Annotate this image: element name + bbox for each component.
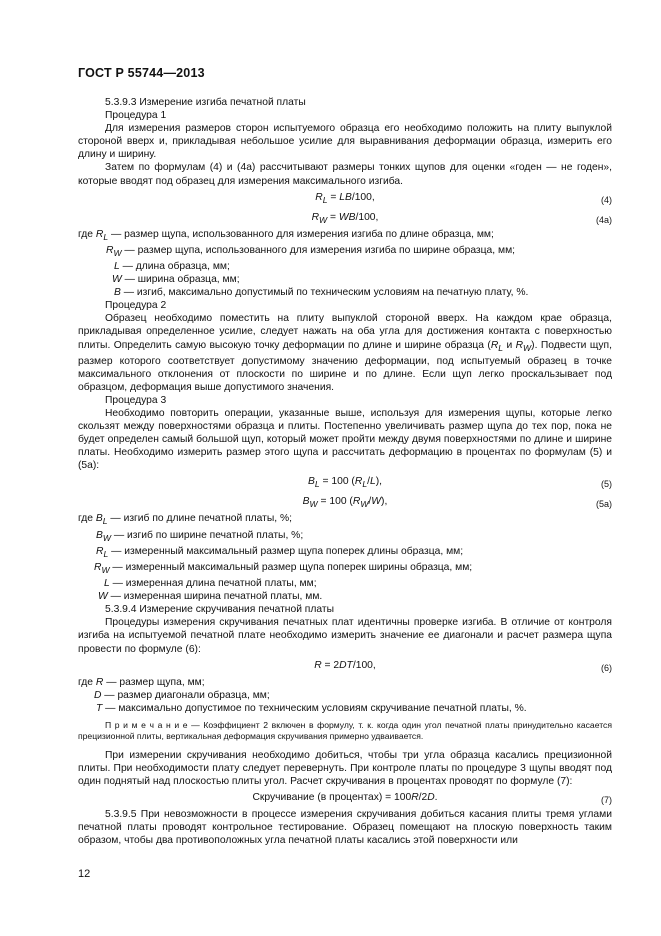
def-text: — размер диагонали образца, мм; [101, 689, 270, 701]
def-symbol: R [95, 228, 104, 240]
procedure-3-label: Процедура 3 [105, 394, 167, 406]
definition-row [78, 244, 612, 260]
definition-row [78, 561, 612, 577]
def-text: — ширина образца, мм; [121, 274, 240, 286]
formula-5-text: $B_L = 100$ $(R_L/L)$, [308, 476, 382, 490]
definition-row [78, 590, 612, 603]
def-symbol: R [95, 676, 104, 688]
definitions-list-3 [78, 676, 612, 715]
procedure-1-paragraph-2: Затем по формулам (4) и (4а) рассчитывают размеры тонких щупов для оценки «годен — не годен», которые вводят под образец для измерения максимального изгиба. [78, 162, 612, 187]
twist-paragraph: Процедуры измерения скручивания печатных плат идентичны проверке изгиба. В отличие от контроля изгиба на испытуемой печатной плате необходимо измерить значение ее диагонали и расчет размера щупа провести по формуле (6): [78, 617, 612, 655]
def-symbol: B [95, 513, 103, 525]
procedure-2-label: Процедура 2 [105, 300, 167, 312]
definition-row [78, 577, 612, 590]
formula-5-number: (5) [601, 479, 612, 490]
def-text: — измеренная длина печатной платы, мм; [109, 578, 317, 590]
where-word: где [78, 513, 94, 525]
formula-4 [78, 188, 612, 208]
def-text: — измеренный максимальный размер щупа поперек ширины образца, мм; [109, 561, 473, 573]
formula-7-number: (7) [601, 794, 612, 805]
formula-4a-number: (4а) [595, 214, 612, 225]
def-text: — размер щупа, использованного для измерения изгиба по длине образца, мм; [108, 228, 494, 240]
page-number: 12 [78, 868, 91, 880]
def-text: — измеренная ширина печатной платы, мм. [107, 591, 323, 603]
definitions-list-2 [78, 512, 612, 603]
def-symbol: W [98, 591, 108, 603]
page-content [78, 96, 612, 847]
procedure-1-label: Процедура 1 [105, 110, 167, 122]
def-subscript: L [102, 516, 108, 527]
formula-7-text: Скручивание (в процентах) = 100R/2D. [252, 791, 438, 803]
procedure-3-paragraph: Необходимо повторить операции, указанные выше, используя для измерения щупы, которые легко скользят между поверхностями образца и плиты. Постепенно увеличивать размер щупа до тех пор, пока не будет определен самый большой щуп, который может пройти между двумя поверхностями по длине и ширине платы. Необходимо измерить размер этого щупа и рассчитать деформацию в процентах по формулам (5) и (5а): [78, 408, 612, 472]
definition-row [78, 260, 612, 273]
procedure-2-paragraph: Образец необходимо поместить на плиту выпуклой стороной вверх. На каждом крае образца, прикладывая определенное усилие, следует нажать на оба угла для достижения контакта с поверхностью плиты. Определить самую высокую точку деформации по длине и ширине образца ($R_L$ и $R_W$). Подвести щуп, размер которого соответствует допустимому значению деформации, под испытуемый образец в точке максимального отклонения от плоскости по ширине и по длине. Если щуп легко проскальзывает под образцом, деформация выше допустимого значения. [78, 313, 612, 393]
formula-5a-text: $B_W = 100$ $(R_W/W)$, [302, 496, 388, 510]
formula-6 [78, 656, 612, 676]
def-symbol: L [104, 578, 110, 590]
twist-paragraph-2: При измерении скручивания необходимо добиться, чтобы три угла образца касались прецизионной плиты. При необходимости плату следует перевернуть. При контроле платы по процедуре 3 щупы вводят под один поднятый над плоскостью плиты угол. Расчет скручивания в процентах проводят по формуле (7): [78, 749, 612, 787]
def-symbol: R [94, 561, 102, 573]
where-word: где [78, 228, 94, 240]
section-5395-paragraph: 5.3.9.5 При невозможности в процессе измерения скручивания добиться касания плиты тремя углами печатной платы проводят контрольное тестирование. Образец помещают на плоскую поверхность таким образом, чтобы два противоположных угла печатной платы касались этой поверхности или [78, 808, 612, 847]
formula-5a-number: (5а) [595, 499, 612, 510]
def-text: — максимально допустимое по техническим условиям скручивание печатной платы, %. [102, 702, 527, 714]
definition-row [78, 512, 612, 528]
def-symbol: R [96, 545, 104, 557]
def-text: — изгиб по длине печатной платы, %; [107, 513, 293, 525]
where-word: где [78, 676, 94, 688]
formula-5a [78, 492, 612, 512]
formula-5 [78, 472, 612, 492]
def-text: — измеренный максимальный размер щупа поперек длины образца, мм; [108, 545, 464, 557]
def-symbol: R [106, 244, 114, 256]
note-text: — Коэффициент 2 включен в формулу, т. к. когда один угол печатной платы принудительно касается прецизионной плиты, вертикальная деформация скручивания примерно удваивается. [78, 719, 612, 742]
def-symbol: B [114, 287, 121, 299]
formula-4-text: $R_L = LB/100$, [315, 191, 375, 205]
def-subscript: L [103, 548, 109, 559]
def-text: — размер щупа, использованного для измерения изгиба по ширине образца, мм; [121, 244, 516, 256]
procedure-1-paragraph: Для измерения размеров сторон испытуемого образца его необходимо положить на плиту выпуклой стороной вверх и, прикладывая небольшое усилие для выравнивания деформации образца, измерить его длину и ширину. [78, 123, 612, 161]
formula-6-number: (6) [601, 662, 612, 673]
definition-row [78, 702, 612, 715]
formula-4a [78, 208, 612, 228]
definition-row [78, 676, 612, 689]
def-symbol: T [96, 702, 103, 714]
note-label: П р и м е ч а н и е [105, 719, 188, 730]
def-subscript: W [102, 532, 111, 543]
def-subscript: W [101, 564, 110, 575]
definitions-list-1 [78, 228, 612, 300]
def-symbol: W [112, 274, 122, 286]
def-symbol: L [114, 260, 120, 272]
page-header: ГОСТ Р 55744—2013 [78, 66, 205, 80]
def-text: — изгиб по ширине печатной платы, %; [110, 529, 304, 541]
formula-7 [78, 788, 612, 808]
definition-row [78, 273, 612, 286]
definition-row [78, 286, 612, 299]
def-text: — изгиб, максимально допустимый по техническим условиям на печатную плату, %. [120, 287, 529, 299]
formula-6-text: R = 2DT/100, [314, 659, 376, 671]
definition-row [78, 545, 612, 561]
formula-4-number: (4) [601, 194, 612, 205]
definition-row [78, 228, 612, 244]
def-text: — длина образца, мм; [119, 260, 230, 272]
def-text: — размер щупа, мм; [103, 676, 205, 688]
section-title-twist: 5.3.9.4 Измерение скручивания печатной платы [105, 604, 335, 616]
def-subscript: L [103, 231, 109, 242]
def-symbol: D [94, 689, 102, 701]
formula-4a-text: $R_W = WB/100$, [311, 211, 379, 225]
section-title-bending: 5.3.9.3 Измерение изгиба печатной платы [105, 97, 306, 108]
definition-row [78, 529, 612, 545]
def-symbol: B [96, 529, 103, 541]
definition-row [78, 689, 612, 702]
note-block [78, 720, 612, 743]
def-subscript: W [113, 247, 122, 258]
